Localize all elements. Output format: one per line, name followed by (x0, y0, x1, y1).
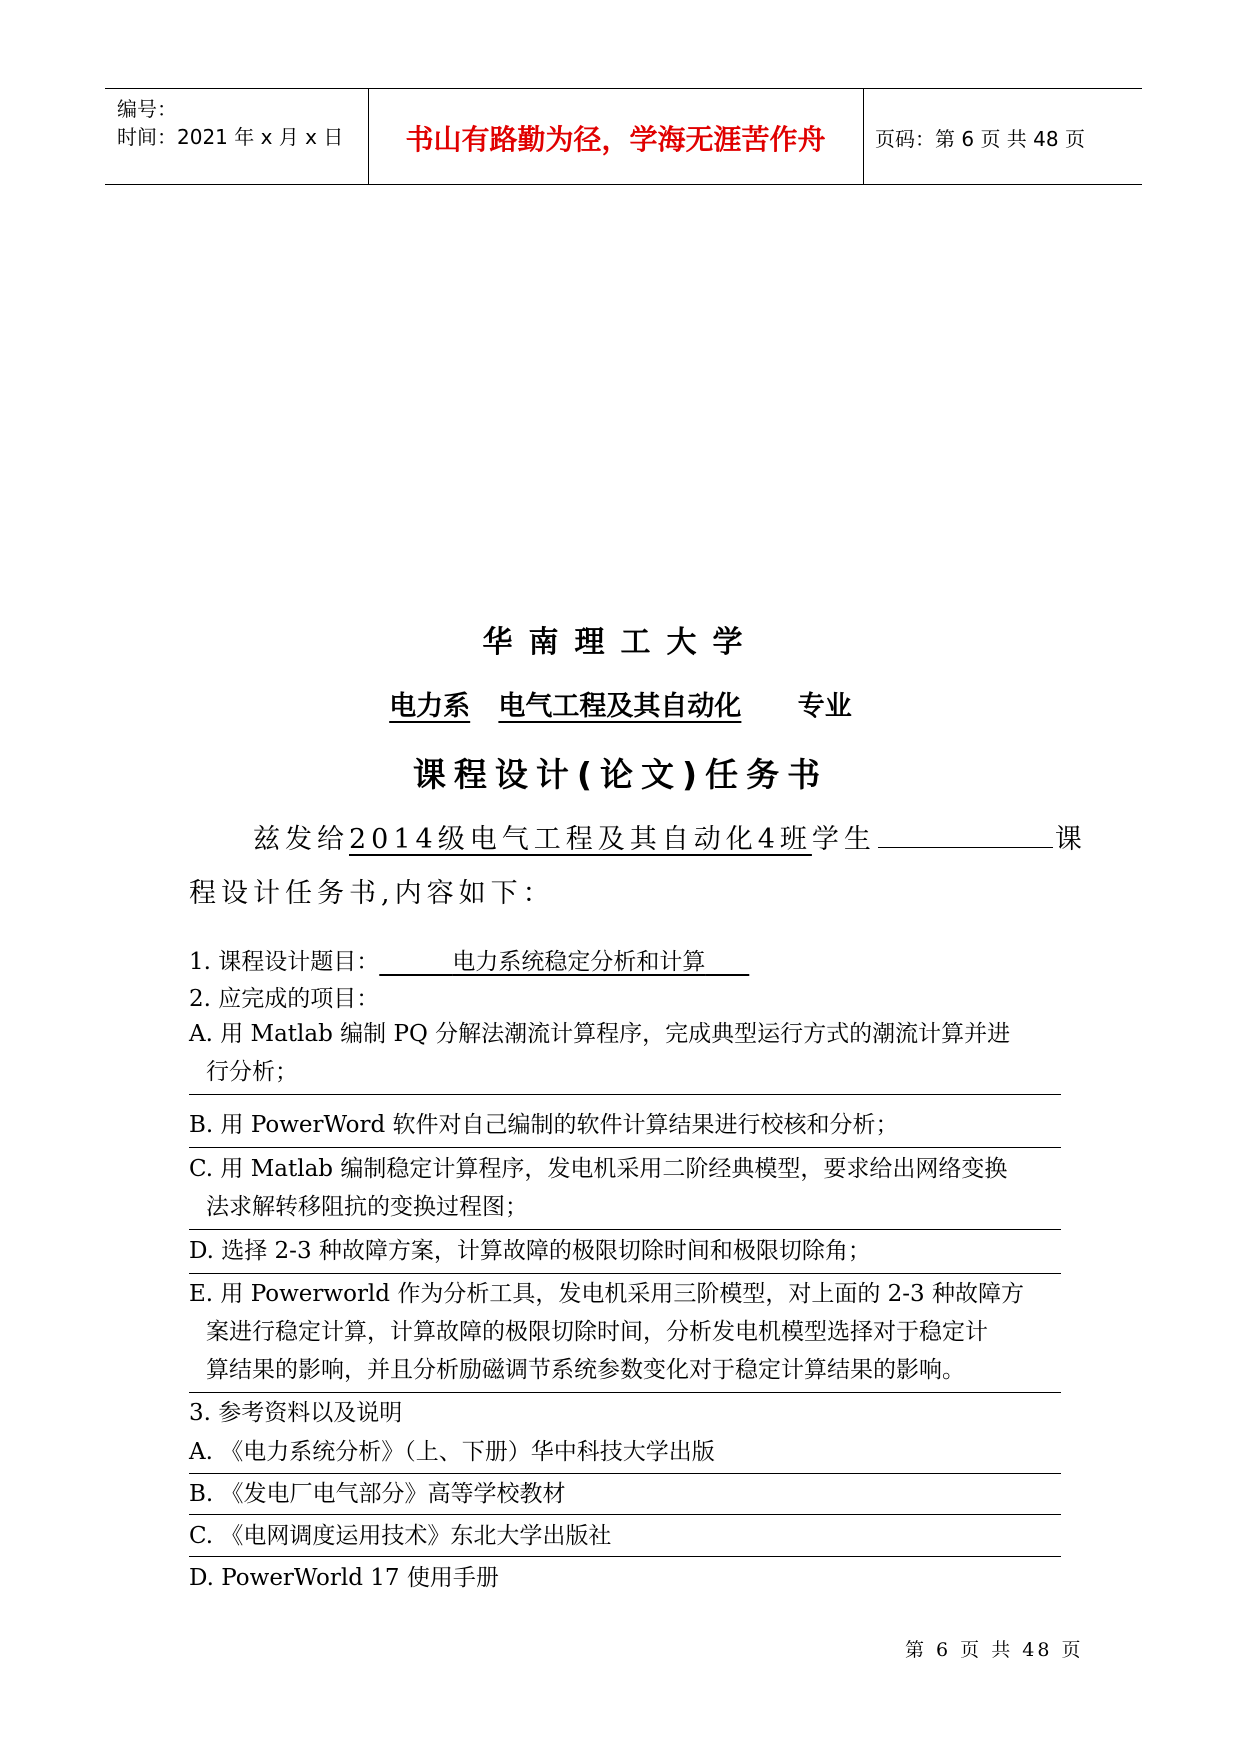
reference-d: D. PowerWorld 17 使用手册 (189, 1565, 499, 1591)
header-right-cell (863, 89, 1142, 184)
divider (189, 1514, 1061, 1515)
divider (189, 1273, 1061, 1274)
date-label: 时间：2021 年 x 月 x 日 (117, 125, 344, 149)
task-c-line-2: 法求解转移阻抗的变换过程图； (206, 1194, 528, 1220)
divider (189, 1229, 1061, 1230)
reference-a: A. 《电力系统分析》（上、下册）华中科技大学出版 (189, 1439, 715, 1465)
task-e-line-2: 案进行稳定计算，计算故障的极限切除时间，分析发电机模型选择对于稳定计 (206, 1319, 988, 1345)
student-name-blank (878, 821, 1053, 848)
header-table (105, 88, 1142, 185)
header-center-cell (368, 89, 864, 184)
divider (189, 1392, 1061, 1393)
reference-c: C. 《电网调度运用技术》东北大学出版社 (189, 1523, 612, 1549)
document-number-label: 编号： (117, 97, 177, 121)
reference-b: B. 《发电厂电气部分》高等学校教材 (189, 1481, 566, 1507)
header-left-cell (105, 89, 369, 184)
task-a-line-2: 行分析； (206, 1059, 298, 1085)
topic-label: 1. 课程设计题目： (189, 949, 380, 975)
document-title: 课程设计(论文)任务书 (412, 755, 829, 794)
motto: 书山有路勤为径，学海无涯苦作舟 (405, 123, 826, 156)
divider (189, 1147, 1061, 1148)
task-c-line-1: C. 用 Matlab 编制稳定计算程序，发电机采用二阶经典模型，要求给出网络变换 (189, 1156, 1008, 1182)
department-line (0, 684, 1241, 723)
university-name: 华南理工大学 (482, 625, 759, 660)
task-e-line-1: E. 用 Powerworld 作为分析工具，发电机采用三阶模型，对上面的 2-3 种故障方 (189, 1281, 1024, 1307)
task-e-line-3: 算结果的影响，并且分析励磁调节系统参数变化对于稳定计算结果的影响。 (206, 1357, 965, 1383)
divider (189, 1094, 1061, 1095)
divider (189, 1473, 1061, 1474)
major-name: 电气工程及其自动化 (498, 691, 742, 722)
intro-line-2: 程设计任务书,内容如下： (189, 878, 555, 909)
major-suffix: 专业 (797, 691, 852, 722)
intro-suffix: 课 (1054, 824, 1087, 855)
divider (189, 1556, 1061, 1557)
page-footer: 第 6 页 共 48 页 (905, 1639, 1084, 1661)
task-d: D. 选择 2-3 种故障方案，计算故障的极限切除时间和极限切除角； (189, 1238, 871, 1264)
page-label: 页码：第 6 页 共 48 页 (875, 127, 1085, 151)
intro-prefix: 兹发给 (253, 824, 349, 855)
topic-line (189, 943, 749, 981)
topic-value-wrap (379, 949, 749, 975)
intro-line-1 (253, 817, 1087, 856)
task-a-line-1: A. 用 Matlab 编制 PQ 分解法潮流计算程序，完成典型运行方式的潮流计算并进 (189, 1021, 1011, 1047)
task-b: B. 用 PowerWord 软件对自己编制的软件计算结果进行校核和分析； (189, 1112, 899, 1138)
student-label: 学生 (811, 824, 876, 855)
topic-value: 电力系统稳定分析和计算 (452, 949, 706, 975)
department-name: 电力系 (389, 691, 471, 722)
class-name: 2014级电气工程及其自动化4班 (349, 824, 812, 855)
section-2-heading: 2. 应完成的项目： (189, 986, 380, 1012)
section-3-heading: 3. 参考资料以及说明 (189, 1400, 403, 1426)
